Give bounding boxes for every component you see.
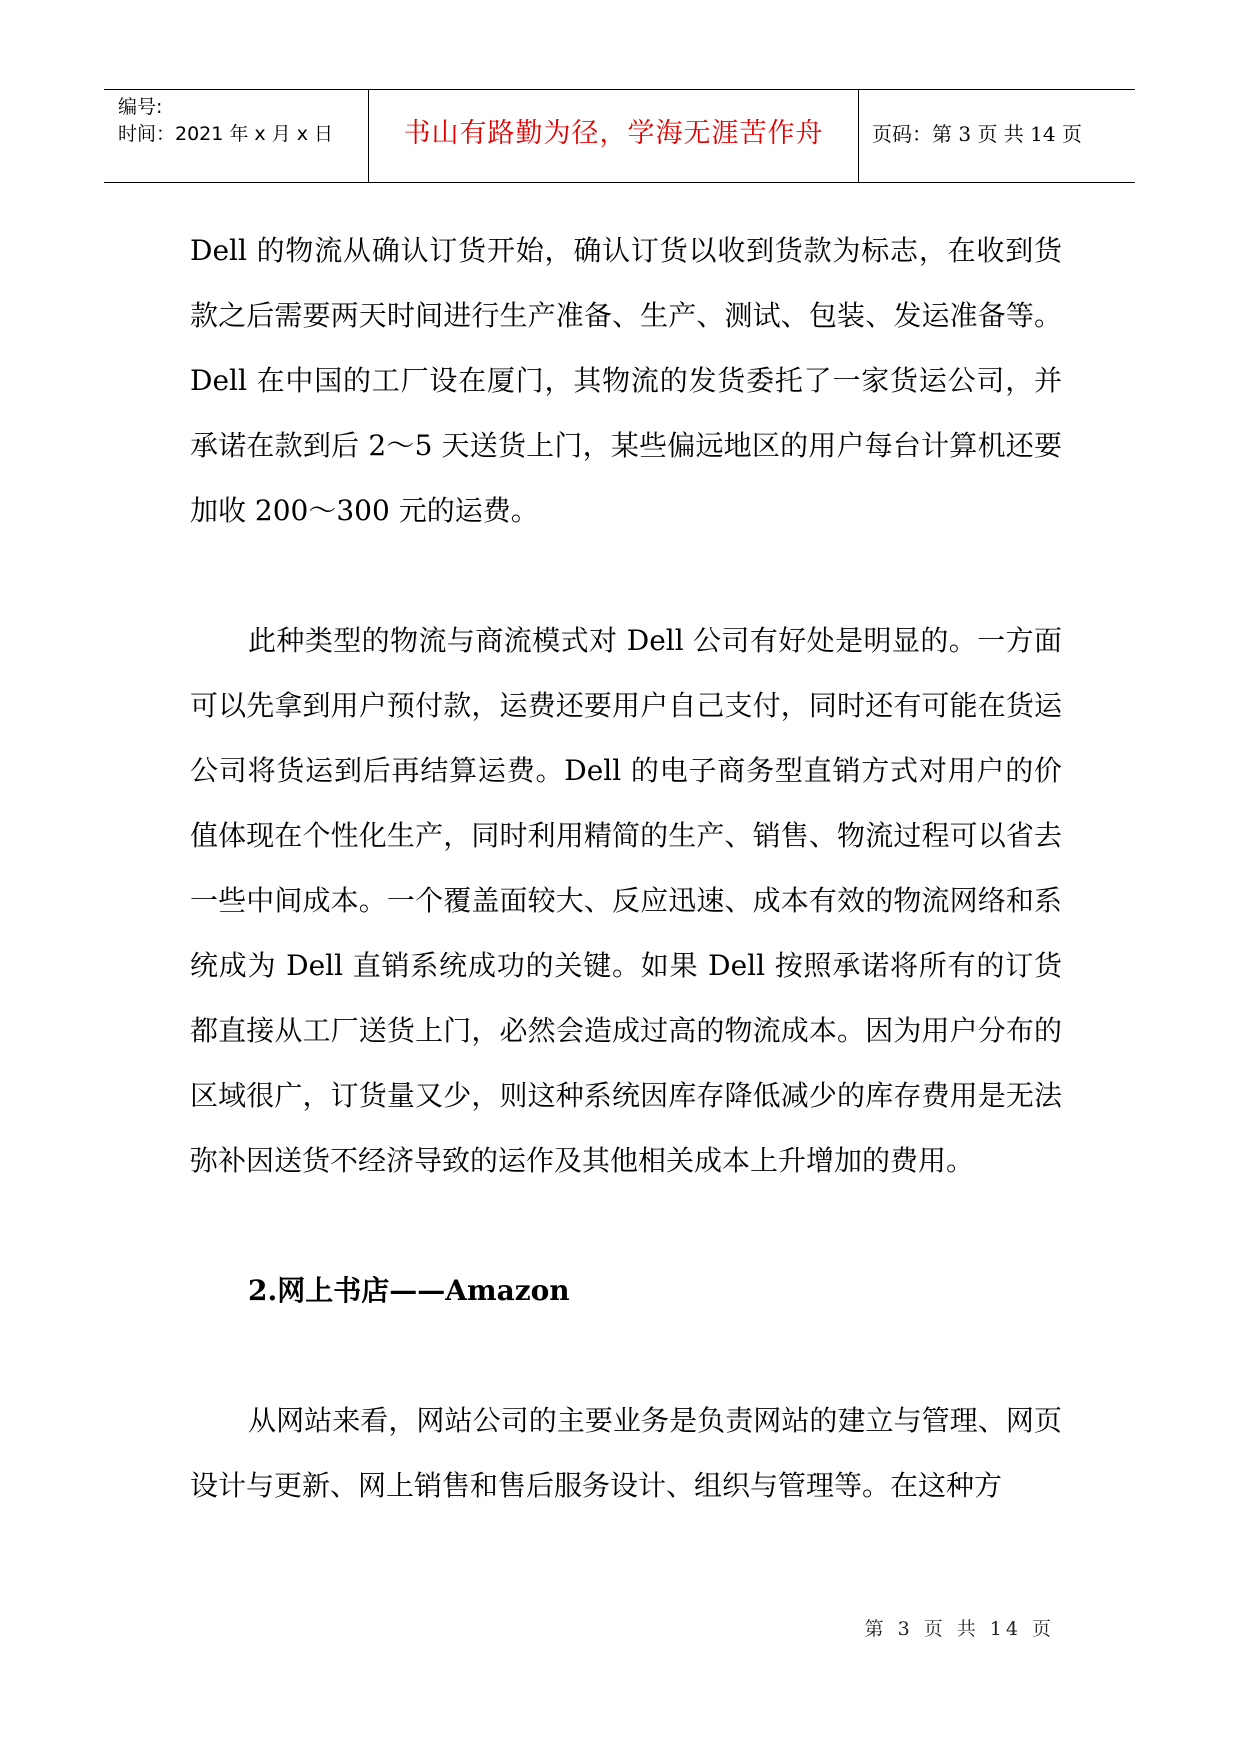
- header-motto: 书山有路勤为径，学海无涯苦作舟: [403, 118, 824, 149]
- body-paragraph: Dell 的物流从确认订货开始，确认订货以收到货款为标志，在收到货款之后需要两天时间进行生产准备、生产、测试、包装、发运准备等。Dell 在中国的工厂设在厦门，其物流的发货委托了一家货运公司，并承诺在款到后 2～5 天送货上门，某些偏远地区的用户每台计算机还要加收 200～300 元的运费。: [190, 234, 1062, 527]
- paragraph-spacer: [190, 1323, 1062, 1388]
- header-divider: [858, 90, 859, 182]
- paragraph-spacer: [190, 543, 1062, 608]
- header-info: [118, 94, 368, 148]
- body-paragraph: 从网站来看，网站公司的主要业务是负责网站的建立与管理、网页设计与更新、网上销售和售后服务设计、组织与管理等。在这种方: [190, 1404, 1062, 1502]
- page-footer: 第 3 页 共 14 页: [864, 1618, 1055, 1640]
- document-body: [190, 218, 1062, 1518]
- document-number-label: 编号:: [118, 96, 163, 118]
- header-page-code: 页码：第 3 页 共 14 页: [872, 122, 1082, 146]
- body-paragraph: 此种类型的物流与商流模式对 Dell 公司有好处是明显的。一方面可以先拿到用户预付款，运费还要用户自己支付，同时还有可能在货运公司将货运到后再结算运费。Dell 的电子商务型直销方式对用户的价值体现在个性化生产，同时利用精简的生产、销售、物流过程可以省去一些中间成本。一个覆盖面较大、反应迅速、成本有效的物流网络和系统成为 Dell 直销系统成功的关键。如果 Dell 按照承诺将所有的订货都直接从工厂送货上门，必然会造成过高的物流成本。因为用户分布的区域很广，订货量又少，则这种系统因库存降低减少的库存费用是无法弥补因送货不经济导致的运作及其他相关成本上升增加的费用。: [190, 624, 1062, 1177]
- page-header: [104, 89, 1135, 183]
- paragraph-spacer: [190, 1193, 1062, 1258]
- section-heading: 2.网上书店——Amazon: [248, 1274, 570, 1307]
- document-time-label: 时间：2021 年 x 月 x 日: [118, 123, 334, 145]
